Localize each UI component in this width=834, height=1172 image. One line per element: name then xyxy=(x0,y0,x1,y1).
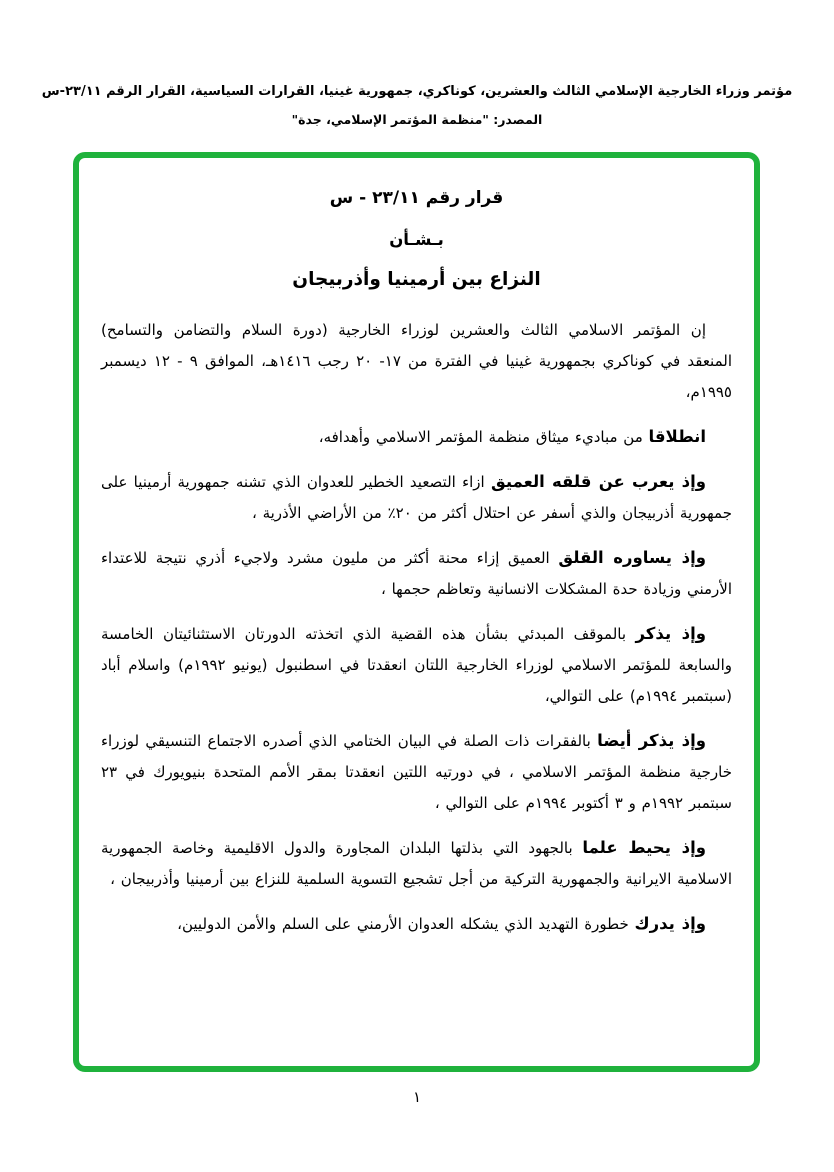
resolution-body xyxy=(101,314,732,940)
resolution-title-block xyxy=(101,188,732,290)
header-source-line: المصدر: "منظمة المؤتمر الإسلامي، جدة" xyxy=(291,112,543,127)
paragraph-text: بالموقف المبدئي بشأن هذه القضية الذي اتخذته الدورتان الاستثنائيتان الخامسة والسابعة للمؤتمر الاسلامي لوزراء الخارجية اللتان انعقدتا في اسطنبول (يونيو ١٩٩٢م) واسلام أباد (سبتمبر ١٩٩٤م) على التوالي، xyxy=(101,625,732,705)
resolution-regarding-label: بـشـأن xyxy=(389,230,444,249)
preamble-paragraph-principles xyxy=(101,421,732,453)
preamble-paragraph-opening xyxy=(101,314,732,408)
paragraph-lead: وإذ يحيط علما xyxy=(582,838,706,857)
paragraph-text: من مباديء ميثاق منظمة المؤتمر الاسلامي وأهدافه، xyxy=(318,428,643,446)
page-number: ١ xyxy=(412,1088,422,1106)
preamble-paragraph-deep-concern xyxy=(101,466,732,529)
paragraph-lead: وإذ يساوره القلق xyxy=(558,548,706,567)
preamble-paragraph-recalling-communique xyxy=(101,725,732,819)
paragraph-lead: انطلاقا xyxy=(648,427,706,446)
preamble-paragraph-noting-efforts xyxy=(101,832,732,895)
paragraph-text: بالجهود التي بذلتها البلدان المجاورة والدول الاقليمية وخاصة الجمهورية الاسلامية الايرانية والجمهورية التركية من أجل تشجيع التسوية السلمية للنزاع بين أرمينيا وأذربيجان ، xyxy=(101,839,732,888)
preamble-paragraph-recalling-sessions xyxy=(101,618,732,712)
preamble-paragraph-refugees xyxy=(101,542,732,605)
paragraph-text: العميق إزاء محنة أكثر من مليون مشرد ولاجيء أذري نتيجة للاعتداء الأرمني وزيادة حدة المشكلات الانسانية وتعاظم حجمها ، xyxy=(101,549,732,598)
resolution-highlight-box xyxy=(73,152,760,1072)
preamble-paragraph-aware-threat xyxy=(101,908,732,940)
document-header xyxy=(37,82,797,130)
paragraph-lead: وإذ يذكر xyxy=(635,624,706,643)
paragraph-text: ازاء التصعيد الخطير للعدوان الذي تشنه جمهورية أرمينيا على جمهورية أذربيجان والذي أسفر عن احتلال أكثر من ٢٠٪ من الأراضي الأذرية ، xyxy=(101,473,732,522)
paragraph-lead: وإذ يدرك xyxy=(634,914,706,933)
paragraph-text: بالفقرات ذات الصلة في البيان الختامي الذي أصدره الاجتماع التنسيقي لوزراء خارجية منظمة المؤتمر الاسلامي ، في دورتيه اللتين انعقدتا بمقر الأمم المتحدة بنيويورك في ٢٣ سبتمبر ١٩٩٢م و ٣ أكتوبر ١٩٩٤م على التوالي ، xyxy=(101,732,732,812)
paragraph-lead: وإذ يعرب عن قلقه العميق xyxy=(490,472,707,491)
header-citation-line: مؤتمر وزراء الخارجية الإسلامي الثالث والعشرين، كوناكري، جمهورية غينيا، القرارات السياسية، القرار الرقم ٢٣/١١-س xyxy=(41,84,793,99)
paragraph-text: خطورة التهديد الذي يشكله العدوان الأرمني على السلم والأمن الدوليين، xyxy=(177,915,629,933)
resolution-subject-title: النزاع بين أرمينيا وأذربيجان xyxy=(292,269,541,290)
paragraph-lead: وإذ يذكر أيضا xyxy=(597,731,706,750)
resolution-number-title: قرار رقم ٢٣/١١ - س xyxy=(329,188,504,208)
paragraph-text: إن المؤتمر الاسلامي الثالث والعشرين لوزراء الخارجية (دورة السلام والتضامن والتسامح) المنعقد في كوناكري بجمهورية غينيا في الفترة من ١٧- ٢٠ رجب ١٤١٦هـ، الموافق ٩ - ١٢ ديسمبر ١٩٩٥م، xyxy=(101,321,732,401)
